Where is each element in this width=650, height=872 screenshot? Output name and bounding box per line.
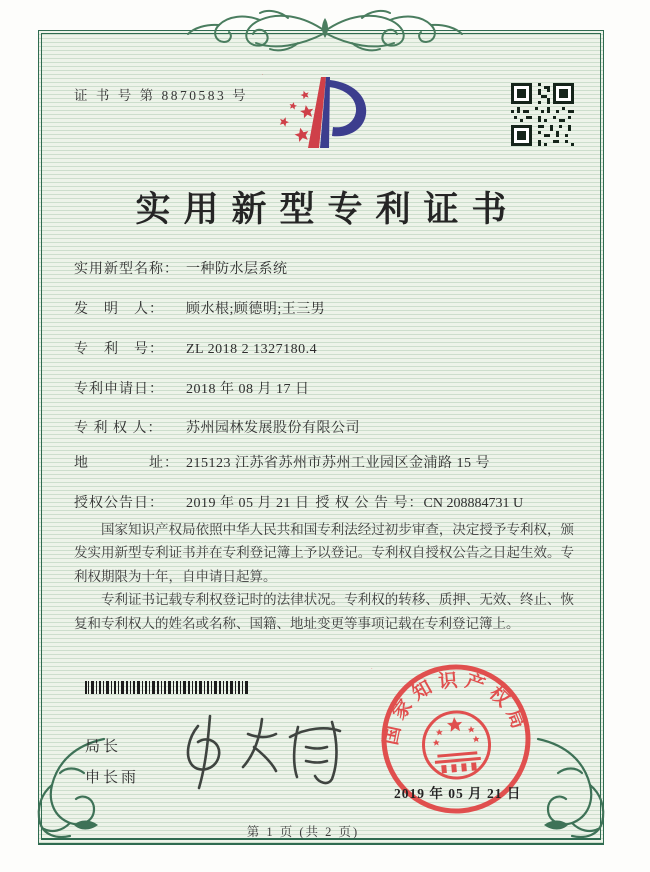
field-label: 授权公告日： [74,496,164,511]
seal-date: 2019 年 05 月 21 日 [394,786,522,801]
qr-finder-tr [553,83,574,104]
field-value: 苏州园林发展股份有限公司 [186,421,360,436]
border-ornament-top [170,6,480,56]
director-title: 局长 [85,739,122,755]
field-patentee [74,417,574,437]
field-value: 2018 年 08 月 17 日 [186,382,310,397]
field-label: 实用新型名称： [74,262,179,277]
certificate-title: 实用新型专利证书 [135,190,520,229]
logo-p-bowl [329,80,366,136]
svg-text:国家知识产权局 [374,662,533,748]
legal-text [74,518,574,635]
director-name: 申长雨 [85,770,140,786]
field-label: 专 利 权 人： [74,421,163,436]
field-label: 授 权 公 告 号： [315,496,424,511]
qr-finder-bl [511,125,532,146]
field-label: 发 明 人： [74,302,164,317]
field-address [74,452,574,472]
cnipa-logo [262,74,374,158]
page-footer: 第 1 页 (共 2 页) [246,825,360,839]
field-value: 2019 年 05 月 21 日 [186,496,310,511]
director-signature [168,706,354,800]
certificate-number: 证 书 号 第 8870583 号 [74,88,249,103]
field-label: 专利申请日： [74,382,164,397]
qr-finder-tl [511,83,532,104]
legal-paragraph-1: 国家知识产权局依照中华人民共和国专利法经过初步审查，决定授予专利权，颁发实用新型专利证书并在专利登记簿上予以登记。专利权自授权公告之日起生效。专利权期限为十年，自申请日起算。 [74,522,574,584]
field-value: 215123 江苏省苏州市苏州工业园区金浦路 15 号 [186,456,490,471]
field-value: 一种防水层系统 [186,262,288,277]
field-value: 顾水根;顾德明;王三男 [186,302,326,317]
field-value: ZL 2018 2 1327180.4 [186,342,318,357]
barcode [85,681,248,694]
legal-paragraph-2: 专利证书记载专利权登记时的法律状况。专利权的转移、质押、无效、终止、恢复和专利权人的姓名或名称、国籍、地址变更等事项记载在专利登记簿上。 [74,592,574,631]
qr-code [511,83,574,146]
logo-stars [262,74,315,143]
field-value: CN 208884731 U [423,496,524,511]
field-patent-number [74,338,574,358]
field-inventors [74,298,574,318]
field-filing-date [74,378,574,398]
seal-text: 国家知识产权局 [380,669,531,747]
field-grant-announcement [74,492,574,512]
field-utility-model-name [74,258,574,278]
field-label: 专 利 号： [74,342,164,357]
field-label: 地 址： [74,456,179,471]
